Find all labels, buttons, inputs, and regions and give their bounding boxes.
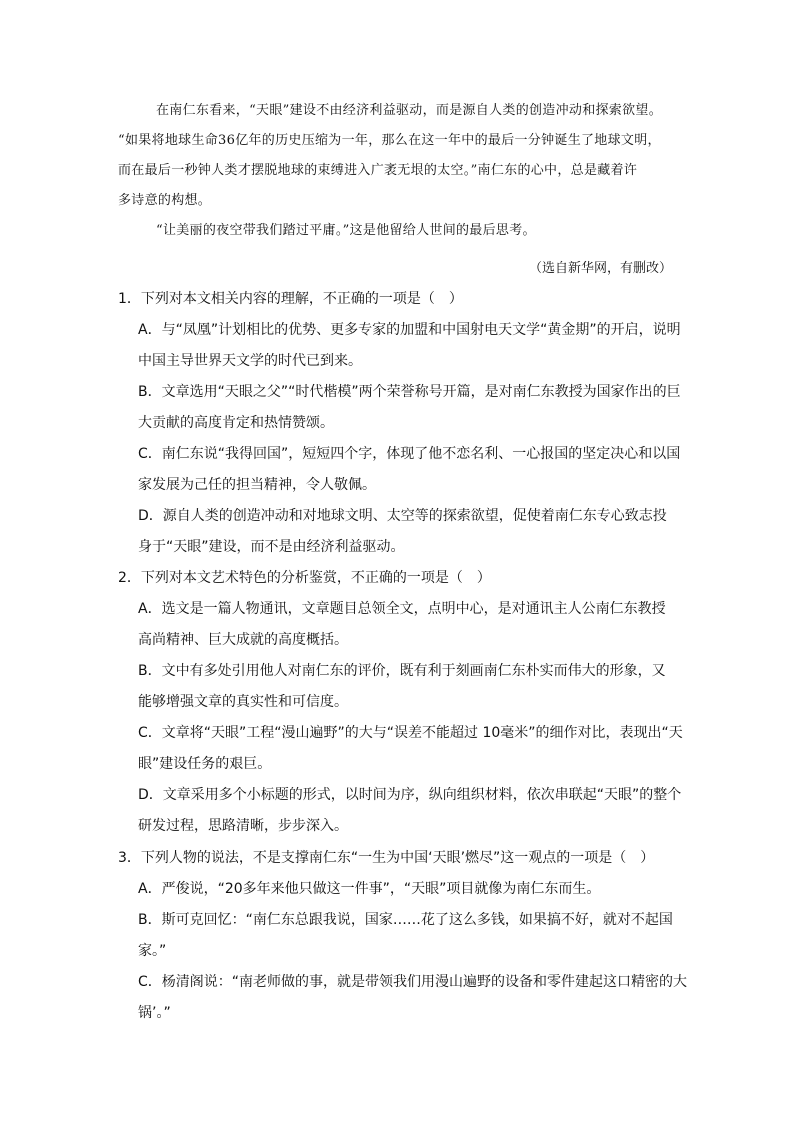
passage-line: 多诗意的构想。 bbox=[118, 193, 212, 208]
passage-line: 在南仁东看来，“天眼”建设不由经济利益驱动，而是源自人类的创造冲动和探索欲望。 bbox=[156, 103, 662, 118]
option-b: B．文中有多处引用他人对南仁东的评价，既有利于刻画南仁东朴实而伟大的形象，又 bbox=[138, 663, 666, 679]
question-2 bbox=[118, 563, 688, 842]
question-1 bbox=[118, 284, 688, 563]
option-c-cont: 锅’。” bbox=[138, 1005, 171, 1021]
passage-line: 而在最后一秒钟人类才摆脱地球的束缚进入广袤无垠的太空。”南仁东的心中，总是藏着许 bbox=[118, 163, 638, 178]
option-c-cont: 家发展为己任的担当精神，令人敬佩。 bbox=[138, 477, 376, 493]
question-stem: 3．下列人物的说法，不是支撑南仁东“一生为中国‘天眼’燃尽”这一观点的一项是（ ） bbox=[118, 850, 655, 866]
option-a: A．与“凤凰”计划相比的优势、更多专家的加盟和中国射电天文学“黄金期”的开启，说明 bbox=[138, 322, 681, 338]
option-c: C．杨清阁说：“南老师做的事，就是带领我们用漫山遍野的设备和零件建起这口精密的大 bbox=[138, 974, 688, 990]
passage-line: “如果将地球生命36亿年的历史压缩为一年，那么在这一年中的最后一分钟诞生了地球文明， bbox=[118, 133, 661, 148]
option-b: B．斯可克回忆：“南仁东总跟我说，国家……花了这么多钱，如果搞不好，就对不起国 bbox=[138, 912, 673, 928]
option-b-cont: 家。” bbox=[138, 943, 167, 959]
passage-excerpt bbox=[118, 96, 688, 246]
source-attribution: （选自新华网，有删改） bbox=[528, 261, 672, 276]
question-stem: 1．下列对本文相关内容的理解，不正确的一项是（ ） bbox=[118, 291, 463, 307]
option-a: A．严俊说，“20多年来他只做这一件事”，“天眼”项目就像为南仁东而生。 bbox=[138, 881, 601, 897]
passage-line: “让美丽的夜空带我们踏过平庸。”这是他留给人世间的最后思考。 bbox=[156, 223, 536, 238]
option-a-cont: 中国主导世界天文学的时代已到来。 bbox=[138, 353, 362, 369]
option-c-cont: 眼”建设任务的艰巨。 bbox=[138, 756, 272, 772]
option-b-cont: 大贡献的高度肯定和热情赞颂。 bbox=[138, 415, 334, 431]
question-3 bbox=[118, 843, 688, 1029]
option-b-cont: 能够增强文章的真实性和可信度。 bbox=[138, 694, 348, 710]
option-d-cont: 身于“天眼”建设，而不是由经济利益驱动。 bbox=[138, 539, 405, 555]
option-c: C．南仁东说“我得回国”，短短四个字，体现了他不恋名利、一心报国的坚定决心和以国 bbox=[138, 446, 681, 462]
option-d: D．文章采用多个小标题的形式，以时间为序，纵向组织材料，依次串联起“天眼”的整个 bbox=[138, 787, 682, 803]
option-b: B．文章选用“天眼之父”“时代楷模”两个荣誉称号开篇，是对南仁东教授为国家作出的巨 bbox=[138, 384, 681, 400]
option-d: D．源自人类的创造冲动和对地球文明、太空等的探索欲望，促使着南仁东专心致志投 bbox=[138, 508, 667, 524]
question-stem: 2．下列对本文艺术特色的分析鉴赏，不正确的一项是（ ） bbox=[118, 570, 491, 586]
option-c: C．文章将“天眼”工程“漫山遍野”的大与“误差不能超过 10毫米”的细作对比，表现出“天 bbox=[138, 725, 683, 741]
option-d-cont: 研发过程，思路清晰，步步深入。 bbox=[138, 818, 348, 834]
option-a: A．选文是一篇人物通讯，文章题目总领全文，点明中心，是对通讯主人公南仁东教授 bbox=[138, 601, 666, 617]
option-a-cont: 高尚精神、巨大成就的高度概括。 bbox=[138, 632, 348, 648]
